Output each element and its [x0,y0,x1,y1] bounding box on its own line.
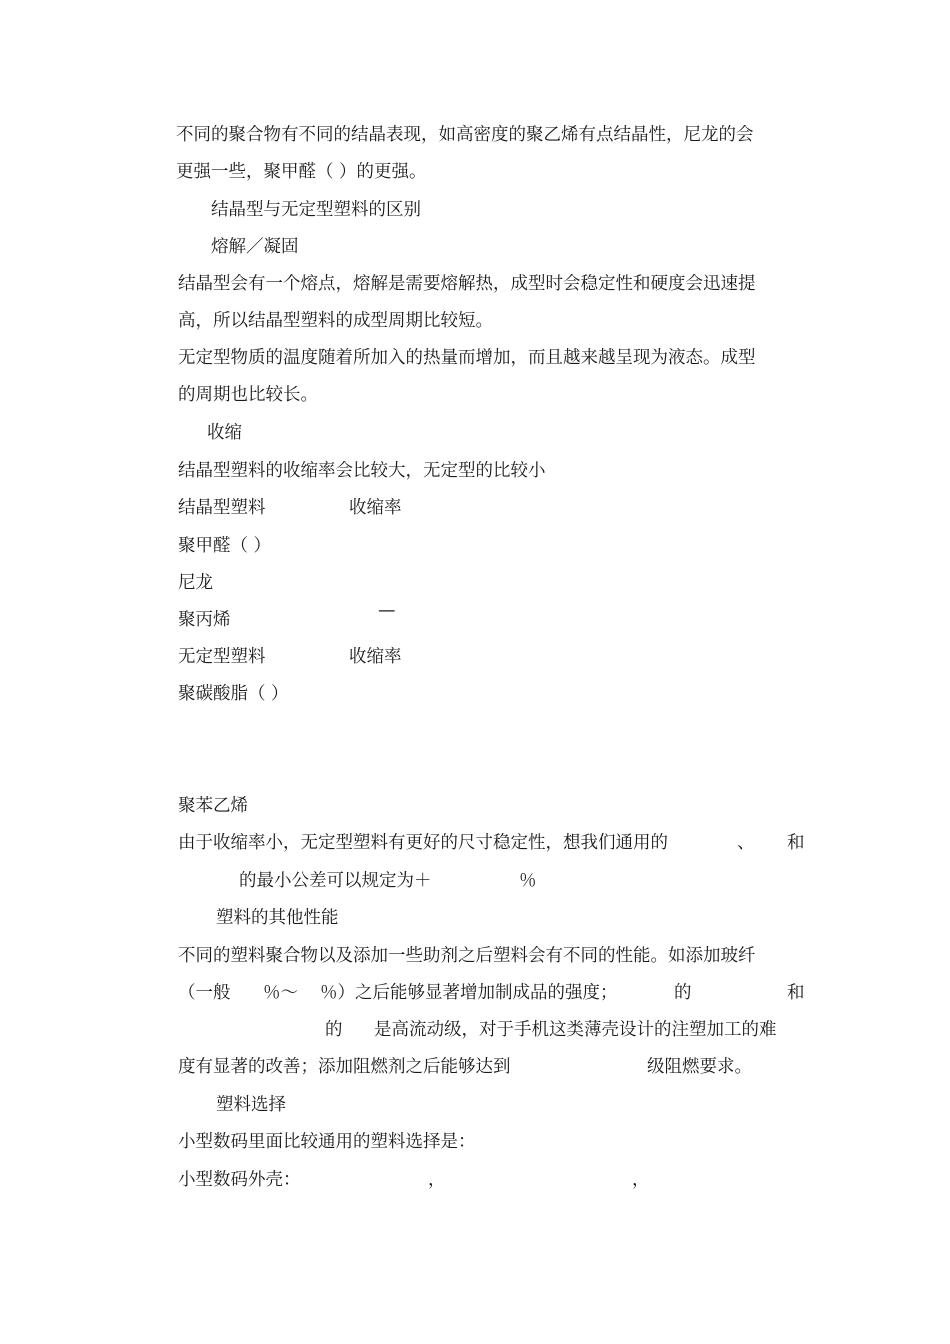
paragraph-line: 小型数码里面比较通用的塑料选择是： [178,1132,476,1152]
table-header-cell: 结晶型塑料 [178,498,266,518]
paragraph-fragment: ％ [519,871,537,891]
table-cell: 尼龙 [178,573,213,593]
section-heading: 熔解／凝固 [211,237,299,257]
paragraph-fragment: 和 [787,833,805,853]
paragraph-line: 的周期也比较长。 [178,385,318,405]
paragraph-line: 更强一些，聚甲醛（ ）的更强。 [176,162,427,182]
section-heading: 塑料选择 [216,1095,286,1115]
paragraph-line: 不同的聚合物有不同的结晶表现，如高密度的聚乙烯有点结晶性，尼龙的会 [176,125,754,145]
paragraph-fragment: ％）之后能够显著增加制成品的强度； [320,983,618,1003]
paragraph-line: 结晶型会有一个熔点，熔解是需要熔解热，成型时会稳定性和硬度会迅速提 [178,274,756,294]
paragraph-fragment: ％～ [263,983,298,1003]
section-heading: 塑料的其他性能 [216,908,339,928]
paragraph-fragment: 、 [737,833,755,853]
table-cell: 聚甲醛（ ） [178,536,272,556]
table-header-cell: 无定型塑料 [178,647,266,667]
paragraph-line: 无定型物质的温度随着所加入的热量而增加，而且越来越呈现为液态。成型 [178,348,756,368]
paragraph-fragment: 的 [325,1020,343,1040]
table-cell: 聚苯乙烯 [178,796,248,816]
paragraph-fragment: ， [632,1170,650,1190]
section-heading: 结晶型与无定型塑料的区别 [211,200,421,220]
paragraph-line: 高，所以结晶型塑料的成型周期比较短。 [178,311,493,331]
section-heading: 收缩 [207,423,242,443]
paragraph-line: 由于收缩率小，无定型塑料有更好的尺寸稳定性，想我们通用的 [178,833,668,853]
paragraph-fragment: ， [428,1170,446,1190]
paragraph-fragment: （一般 [178,983,231,1003]
table-cell: 聚碳酸脂（ ） [178,684,289,704]
paragraph-line: 度有显著的改善；添加阻燃剂之后能够达到 [178,1057,511,1077]
table-cell: 聚丙烯 [178,610,231,630]
table-header-cell: 收缩率 [349,647,402,667]
paragraph-fragment: 和 [787,983,805,1003]
paragraph-fragment: 的 [674,983,692,1003]
paragraph-fragment: 是高流动级，对于手机这类薄壳设计的注塑加工的难 [374,1020,777,1040]
table-cell: — [378,601,396,621]
paragraph-line: 结晶型塑料的收缩率会比较大，无定型的比较小 [178,461,546,481]
paragraph-line: 小型数码外壳： [178,1170,301,1190]
paragraph-line: 的最小公差可以规定为＋ [239,871,432,891]
table-header-cell: 收缩率 [349,498,402,518]
paragraph-fragment: 级阻燃要求。 [647,1057,752,1077]
paragraph-line: 不同的塑料聚合物以及添加一些助剂之后塑料会有不同的性能。如添加玻纤 [178,946,756,966]
